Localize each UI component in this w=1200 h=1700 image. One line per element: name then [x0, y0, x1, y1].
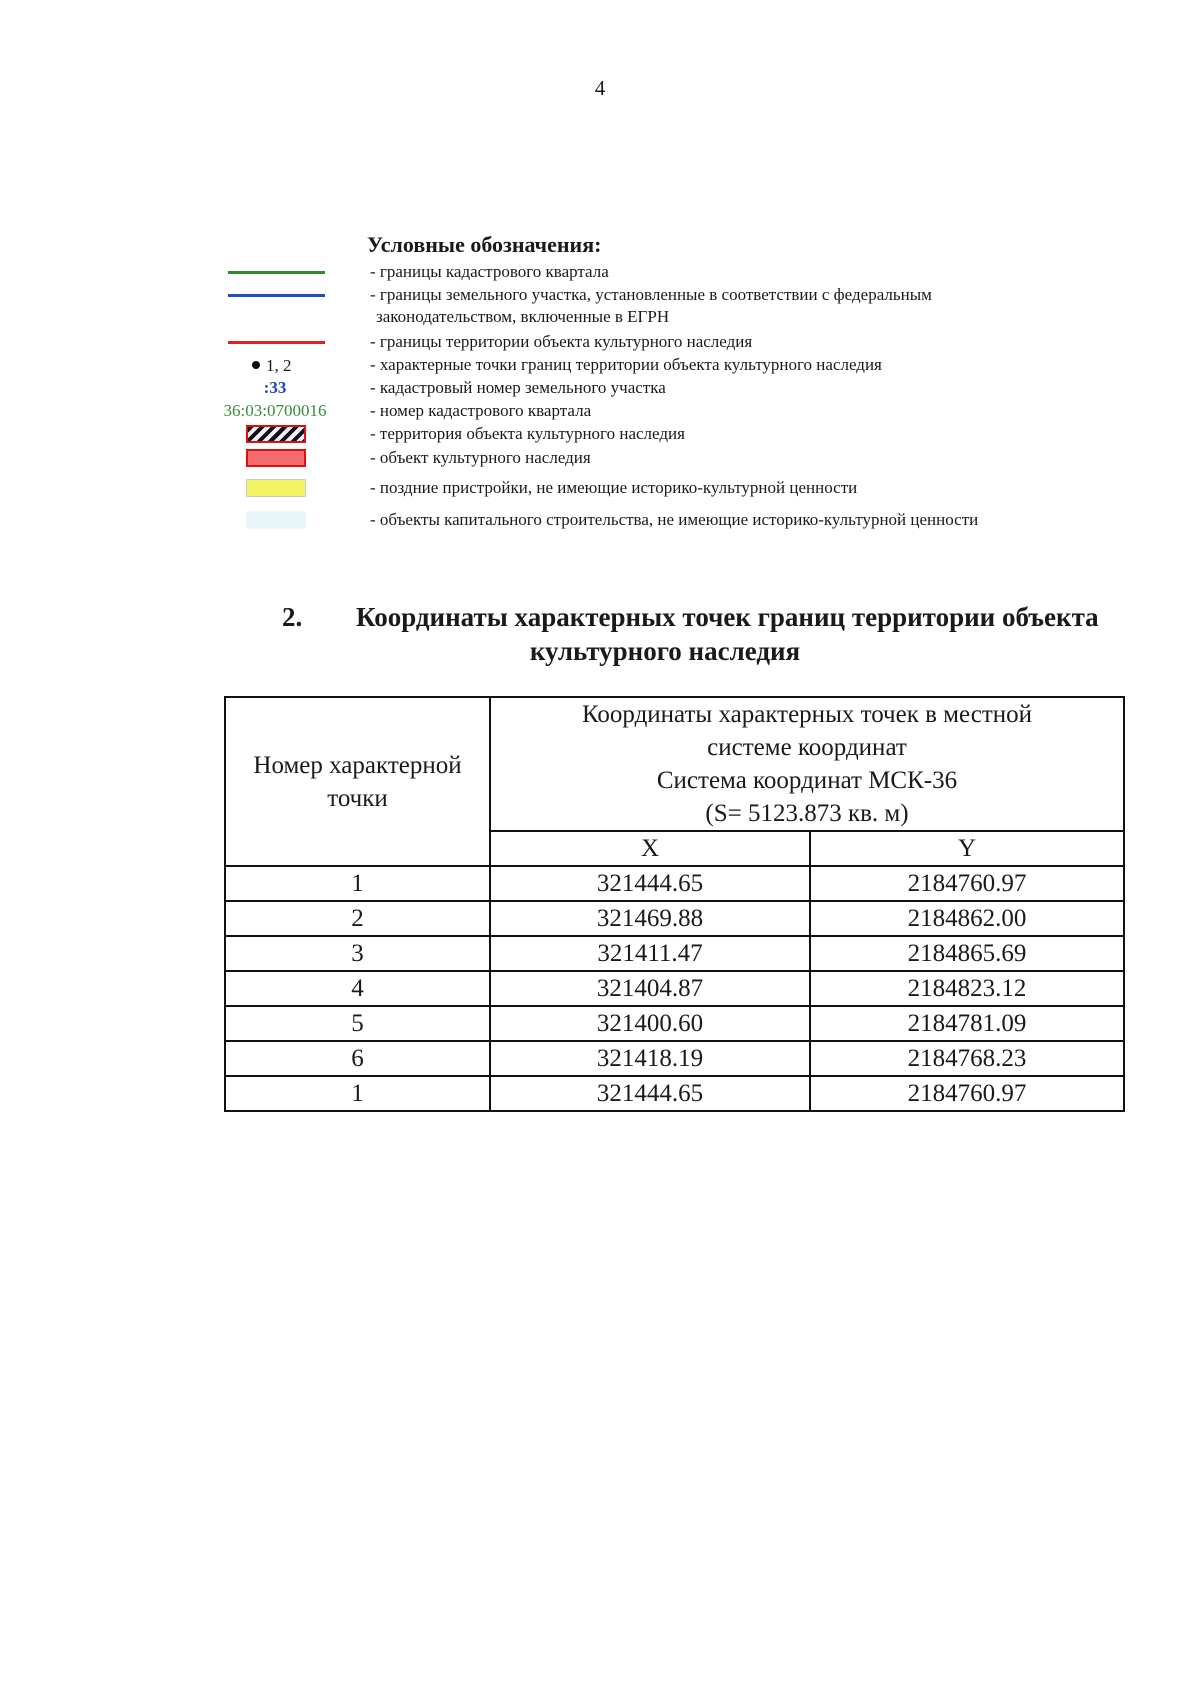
y-cell: 2184823.12 — [810, 971, 1124, 1006]
y-cell: 2184865.69 — [810, 936, 1124, 971]
yellow-area-icon — [246, 479, 306, 497]
parcel-label: :33 — [263, 378, 287, 397]
legend-text: - объекты капитального строительства, не имеющие историко-культурной ценности — [370, 510, 979, 529]
point-number-header — [225, 697, 490, 866]
legend-text: - объект культурного наследия — [370, 448, 591, 467]
quarter-label: 36:03:0700016 — [223, 401, 327, 420]
legend-text: - номер кадастрового квартала — [370, 401, 592, 420]
y-cell: 2184768.23 — [810, 1041, 1124, 1076]
header-text: системе координат — [707, 734, 907, 761]
legend-row-heritage-territory — [200, 424, 1160, 444]
legend-text: - границы земельного участка, установленные в соответствии с федеральным — [370, 285, 932, 304]
y-cell: 2184760.97 — [810, 866, 1124, 901]
header-text: точки — [327, 784, 388, 812]
legend-row-late-additions — [200, 478, 1160, 498]
coordinates-table — [224, 696, 1125, 1112]
table-row — [225, 1041, 1124, 1076]
legend-text: законодательством, включенные в ЕГРН — [376, 307, 670, 326]
table-row — [225, 936, 1124, 971]
blue-line-icon — [228, 294, 325, 297]
x-cell: 321418.19 — [490, 1041, 810, 1076]
point-number-cell: 4 — [225, 971, 490, 1006]
green-line-icon — [228, 271, 325, 274]
header-text: Координаты характерных точек в местной — [581, 701, 1032, 728]
x-header: X — [490, 831, 810, 866]
table-row — [225, 971, 1124, 1006]
x-cell: 321404.87 — [490, 971, 810, 1006]
page-number: 4 — [594, 76, 606, 100]
table-row — [225, 866, 1124, 901]
legend-text: - поздние пристройки, не имеющие историко-культурной ценности — [370, 478, 858, 497]
legend-row-points — [200, 355, 1160, 375]
x-cell: 321469.88 — [490, 901, 810, 936]
x-cell: 321444.65 — [490, 866, 810, 901]
table-row — [225, 1006, 1124, 1041]
section-number: 2. — [282, 602, 303, 632]
legend-row-quarter-number — [200, 401, 1160, 421]
x-cell: 321411.47 — [490, 936, 810, 971]
section-title-line1: Координаты характерных точек границ территории объекта — [356, 602, 1099, 632]
header-text: Номер характерной — [253, 751, 462, 779]
header-text: Система координат МСК-36 — [656, 767, 958, 794]
red-area-icon — [246, 449, 306, 467]
legend-row-heritage-boundary — [200, 332, 1160, 352]
y-header: Y — [810, 831, 1124, 866]
section-title-line2: культурного наследия — [529, 636, 801, 666]
legend-text: - границы территории объекта культурного наследия — [370, 332, 753, 351]
legend-row-parcel-number — [200, 378, 1160, 398]
coordinates-header — [490, 697, 1124, 831]
point-number-cell: 6 — [225, 1041, 490, 1076]
x-cell: 321400.60 — [490, 1006, 810, 1041]
point-label: 1, 2 — [266, 356, 292, 375]
hatched-area-icon — [246, 425, 306, 443]
x-cell: 321444.65 — [490, 1076, 810, 1111]
legend-title: Условные обозначения: — [367, 232, 602, 257]
point-number-cell: 1 — [225, 1076, 490, 1111]
point-number-cell: 2 — [225, 901, 490, 936]
legend-text: - территория объекта культурного наследия — [370, 424, 685, 443]
legend-row-capital-objects — [200, 510, 1160, 530]
point-marker-icon — [252, 356, 292, 376]
y-cell: 2184862.00 — [810, 901, 1124, 936]
point-number-cell: 1 — [225, 866, 490, 901]
point-number-cell: 5 — [225, 1006, 490, 1041]
legend-row-cadastral-quarter — [200, 262, 1160, 282]
legend-text: - характерные точки границ территории объекта культурного наследия — [370, 355, 882, 374]
legend-row-land-plot — [200, 285, 1160, 329]
point-number-cell: 3 — [225, 936, 490, 971]
legend-text: - кадастровый номер земельного участка — [370, 378, 666, 397]
header-text: (S= 5123.873 кв. м) — [705, 800, 909, 827]
legend-text: - границы кадастрового квартала — [370, 262, 609, 281]
table-row — [225, 1076, 1124, 1111]
legend-row-heritage-object — [200, 448, 1160, 468]
red-line-icon — [228, 341, 325, 344]
light-blue-area-icon — [246, 511, 306, 529]
y-cell: 2184760.97 — [810, 1076, 1124, 1111]
y-cell: 2184781.09 — [810, 1006, 1124, 1041]
table-row — [225, 901, 1124, 936]
